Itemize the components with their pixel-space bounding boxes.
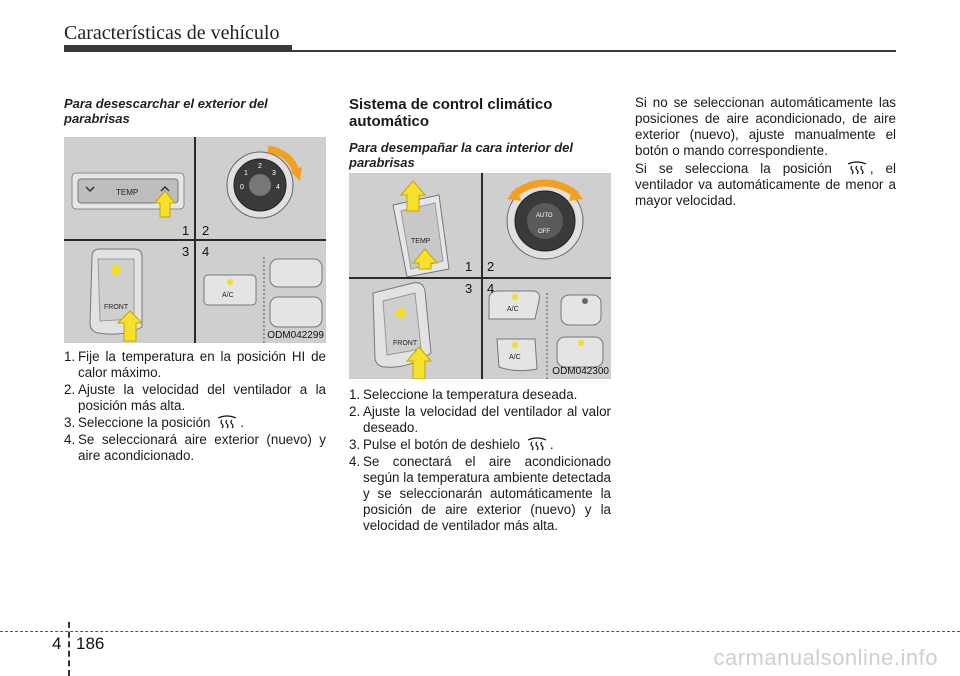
col1-step-3-text-before: Seleccione la posición <box>78 415 211 430</box>
col1-step-2 <box>64 382 326 414</box>
fig1-label-1: 1 <box>182 223 190 238</box>
fig1-knob-num-4: 4 <box>276 184 280 191</box>
defrost-icon <box>846 161 868 176</box>
col1-step-1-text: Fije la temperatura en la posición HI de calor máximo. <box>78 349 326 380</box>
col2-step-3-num: 3. <box>349 437 361 452</box>
column-2 <box>349 96 611 170</box>
defrost-icon <box>526 437 548 452</box>
fig1-front-text: FRONT <box>104 304 129 311</box>
figure-odm042300 <box>349 173 611 379</box>
header-rule <box>64 50 896 52</box>
fig2-off-text: OFF <box>538 229 550 235</box>
footer-dashed-divider <box>68 622 70 676</box>
watermark-text: carmanualsonline.info <box>713 645 938 670</box>
fig2-label-4: 4 <box>487 281 495 296</box>
col3-para2-before: Si se selecciona la posición <box>635 161 832 176</box>
col3-paragraph-2 <box>635 161 896 209</box>
footer-chapter-number: 4 <box>52 634 62 653</box>
figure-illustration-2 <box>349 173 611 379</box>
col2-step-3 <box>349 437 611 453</box>
col2-step-4-num: 4. <box>349 454 361 469</box>
footer-page-number: 186 <box>76 634 105 653</box>
col1-step-3-text-after: . <box>240 415 244 430</box>
col1-subtitle: Para desescarchar el exterior del parabrisas <box>64 96 268 126</box>
col2-step-2-text: Ajuste la velocidad del ventilador al valor deseado. <box>363 404 611 435</box>
col1-step-4 <box>64 432 326 464</box>
fig2-label-1: 1 <box>465 259 473 274</box>
fig2-temp-text: TEMP <box>411 238 431 245</box>
col2-section-title: Sistema de control climático automático <box>349 96 553 130</box>
col2-step-1 <box>349 387 611 403</box>
fig2-auto-text: AUTO <box>536 213 553 219</box>
fig1-knob-num-1: 1 <box>244 170 248 177</box>
fig2-code: ODM042300 <box>552 366 609 377</box>
fig1-temp-text: TEMP <box>116 188 139 197</box>
col3-paragraph-1: Si no se seleccionan automáticamente las posiciones de aire acondicionado, de aire exterior (nuevo), ajuste manualmente el botón o mando correspondiente. <box>635 95 896 158</box>
col2-step-2 <box>349 404 611 436</box>
column-3 <box>635 95 896 209</box>
fig2-label-3: 3 <box>465 281 473 296</box>
col1-step-3-num: 3. <box>64 415 76 430</box>
col1-step-4-text: Se seleccionará aire exterior (nuevo) y aire acondicionado. <box>78 432 326 463</box>
fig1-label-3: 3 <box>182 244 190 259</box>
page-header-title: Características de vehículo <box>64 22 280 44</box>
fig1-ac-text: A/C <box>222 292 234 299</box>
col1-step-4-num: 4. <box>64 432 76 447</box>
fig1-code: ODM042299 <box>267 330 324 341</box>
col1-steps <box>64 349 326 465</box>
col3-para2-after: , el ventilador va automáticamente de menor a mayor velocidad. <box>635 161 896 208</box>
col2-step-3-text-before: Pulse el botón de deshielo <box>363 437 521 452</box>
col1-step-2-text: Ajuste la velocidad del ventilador a la posición más alta. <box>78 382 326 413</box>
fig2-ac-text-1: A/C <box>507 306 519 313</box>
col1-step-2-num: 2. <box>64 382 76 397</box>
footer-dashed-rule <box>0 631 960 632</box>
figure2-divider-h <box>349 277 611 279</box>
figure2-divider-v <box>481 173 483 379</box>
fig1-knob-num-3: 3 <box>272 170 276 177</box>
fig1-label-2: 2 <box>202 223 210 238</box>
figure1-divider-h <box>64 239 326 241</box>
figure-odm042299 <box>64 137 326 343</box>
col2-step-1-text: Seleccione la temperatura deseada. <box>363 387 578 402</box>
col2-step-1-num: 1. <box>349 387 361 402</box>
col2-step-4 <box>349 454 611 534</box>
col2-step-2-num: 2. <box>349 404 361 419</box>
col2-steps <box>349 387 611 535</box>
column-1 <box>64 96 326 126</box>
col2-step-4-text: Se conectará el aire acondicionado según la temperatura ambiente detectada y se seleccionarán automáticamente la posición de aire exterior (nuevo) y la velocidad de ventilador más alta. <box>363 454 611 533</box>
col1-step-1-num: 1. <box>64 349 76 364</box>
fig2-ac-text-2: A/C <box>509 354 521 361</box>
fig1-knob-num-2: 2 <box>258 163 262 170</box>
fig1-knob-num-0: 0 <box>240 184 244 191</box>
col2-subtitle: Para desempañar la cara interior del parabrisas <box>349 140 573 170</box>
fig1-label-4: 4 <box>202 244 210 259</box>
defrost-icon <box>216 415 238 430</box>
col1-step-3 <box>64 415 326 431</box>
fig2-label-2: 2 <box>487 259 495 274</box>
col1-step-1 <box>64 349 326 381</box>
col2-step-3-text-after: . <box>549 437 554 452</box>
fig2-front-text: FRONT <box>393 340 418 347</box>
